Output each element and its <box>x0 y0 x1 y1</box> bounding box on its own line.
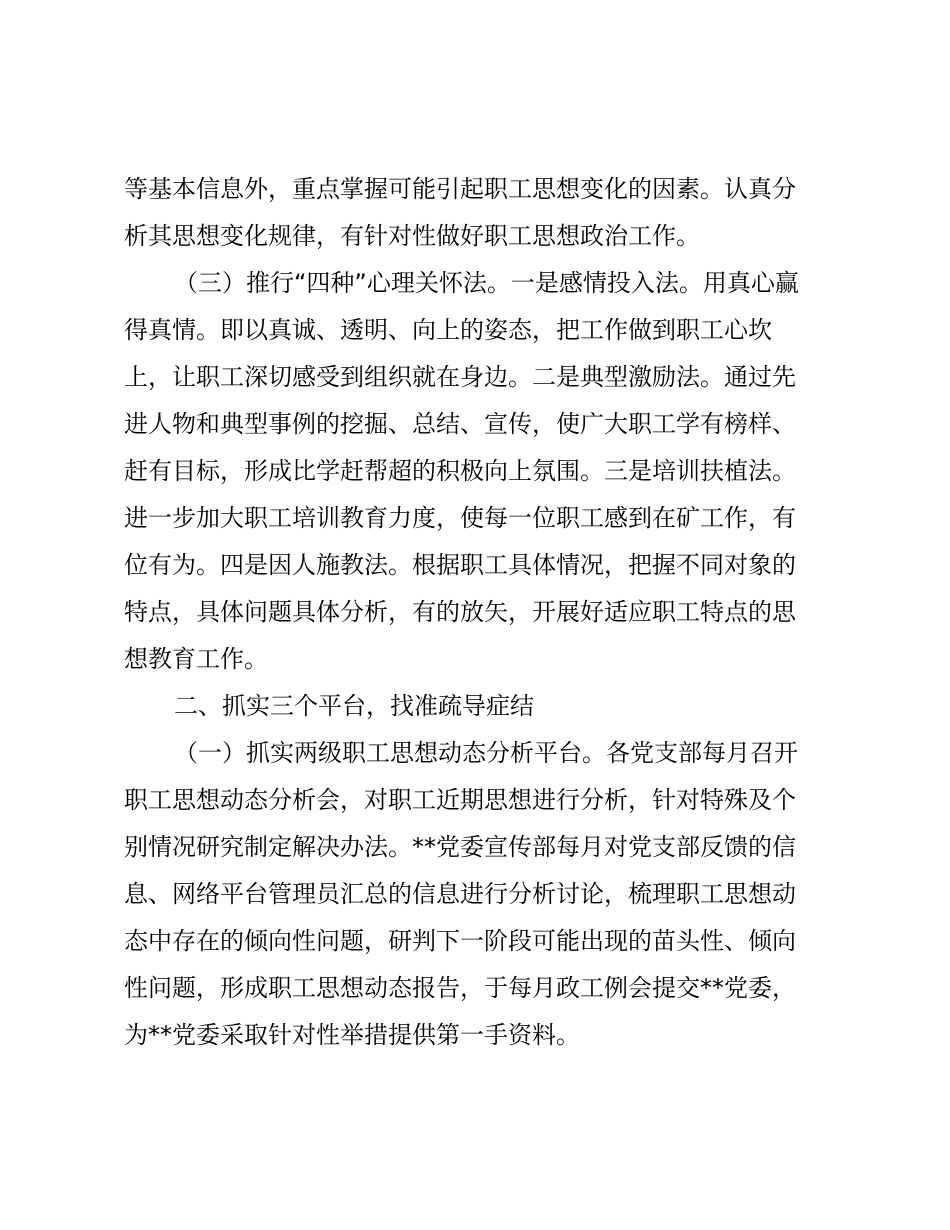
text-line: 想教育工作。 <box>124 645 268 673</box>
text-line: 位有为。四是因人施教法。根据职工具体情况，把握不同对象的 <box>124 551 796 579</box>
text-line: 进人物和典型事例的挖掘、总结、宣传，使广大职工学有榜样、 <box>124 410 796 438</box>
text-line: 性问题，形成职工思想动态报告，于每月政工例会提交**党委， <box>124 974 796 1002</box>
text-line: 进一步加大职工培训教育力度，使每一位职工感到在矿工作，有 <box>124 504 796 532</box>
text-line: 析其思想变化规律，有针对性做好职工思想政治工作。 <box>124 222 700 250</box>
document-body <box>124 166 824 1059</box>
text-line: 职工思想动态分析会，对职工近期思想进行分析，针对特殊及个 <box>124 786 796 814</box>
section-heading: 二、抓实三个平台，找准疏导症结 <box>174 692 534 720</box>
text-line: 特点，具体问题具体分析，有的放矢，开展好适应职工特点的思 <box>124 598 796 626</box>
text-line: 为**党委采取针对性举措提供第一手资料。 <box>124 1021 580 1049</box>
text-line: 态中存在的倾向性问题，研判下一阶段可能出现的苗头性、倾向 <box>124 927 796 955</box>
paragraph-start-line: （一）抓实两级职工思想动态分析平台。各党支部每月召开 <box>174 739 798 767</box>
text-line: 赶有目标，形成比学赶帮超的积极向上氛围。三是培训扶植法。 <box>124 457 796 485</box>
text-line: 息、网络平台管理员汇总的信息进行分析讨论，梳理职工思想动 <box>124 880 796 908</box>
text-line: 等基本信息外，重点掌握可能引起职工思想变化的因素。认真分 <box>124 175 796 203</box>
text-line: 上，让职工深切感受到组织就在身边。二是典型激励法。通过先 <box>124 363 796 391</box>
text-line: 得真情。即以真诚、透明、向上的姿态，把工作做到职工心坎 <box>124 316 772 344</box>
text-line: 别情况研究制定解决办法。**党委宣传部每月对党支部反馈的信 <box>124 833 796 861</box>
paragraph-start-line: （三）推行“四种”心理关怀法。一是感情投入法。用真心赢 <box>174 269 799 297</box>
